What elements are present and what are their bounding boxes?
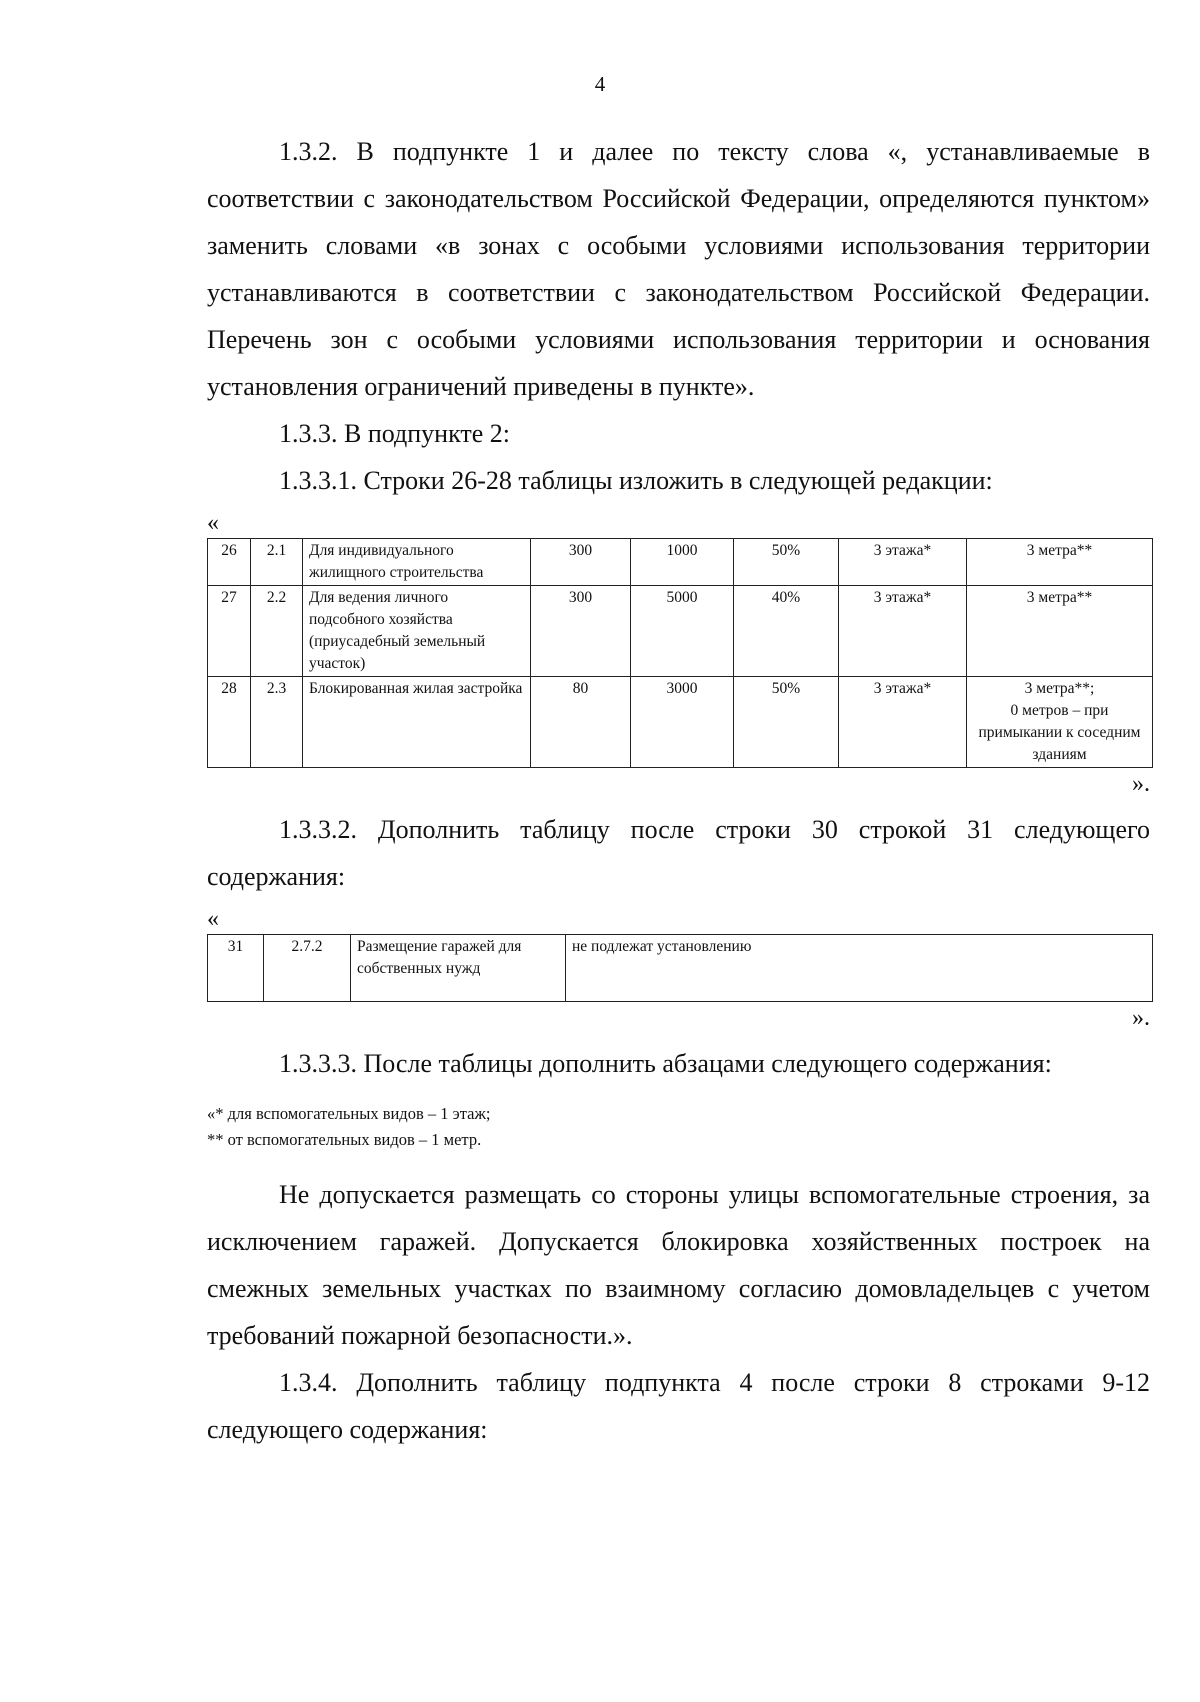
row-value: не подлежат установлению — [566, 935, 1153, 1002]
row-setback — [967, 586, 1153, 677]
table-row — [208, 677, 1153, 768]
row-number: 28 — [208, 677, 251, 768]
row-code: 2.7.2 — [264, 935, 351, 1002]
row-max-area: 3000 — [631, 677, 734, 768]
row-code: 2.1 — [251, 539, 303, 586]
setback-value: 3 метра**; — [1024, 680, 1095, 697]
row-code: 2.3 — [251, 677, 303, 768]
paragraph-body: Не допускается размещать со стороны улицы вспомогательные строения, за исключением гаражей. Допускается блокировка хозяйственных построек на смежных земельных участках по взаимному согласию домовладельцев с учетом требований пожарной безопасности.». — [207, 1180, 1150, 1350]
row-min-area: 300 — [531, 586, 631, 677]
quote-close-mark: ». — [1132, 1005, 1150, 1031]
row-name: Для ведения личного подсобного хозяйства (приусадебный земельный участок) — [303, 586, 531, 677]
table-rows-26-28 — [207, 538, 1153, 768]
row-percent: 50% — [734, 539, 839, 586]
row-name: Для индивидуального жилищного строительства — [303, 539, 531, 586]
quote-open-mark: « — [207, 906, 219, 932]
footnote-setback: ** от вспомогательных видов – 1 метр. — [207, 1130, 482, 1149]
row-min-area: 80 — [531, 677, 631, 768]
row-percent: 50% — [734, 677, 839, 768]
setback-value: 3 метра** — [1026, 542, 1093, 559]
setback-value: 3 метра** — [1026, 589, 1093, 606]
paragraph-1-3-3-2: 1.3.3.2. Дополнить таблицу после строки 30 строкой 31 следующего содержания: — [207, 815, 1150, 891]
row-percent: 40% — [734, 586, 839, 677]
paragraph-1-3-4: 1.3.4. Дополнить таблицу подпункта 4 после строки 8 строками 9-12 следующего содержания: — [207, 1368, 1150, 1444]
page-number: 4 — [594, 72, 606, 96]
paragraph-1-3-3: 1.3.3. В подпункте 2: — [279, 419, 510, 448]
row-floors: 3 этажа* — [839, 677, 967, 768]
footnotes — [207, 1101, 1150, 1153]
paragraph-1-3-3-3: 1.3.3.3. После таблицы дополнить абзацами следующего содержания: — [279, 1049, 1052, 1078]
row-max-area: 1000 — [631, 539, 734, 586]
row-setback — [967, 539, 1153, 586]
table-row — [208, 539, 1153, 586]
row-floors: 3 этажа* — [839, 539, 967, 586]
quote-close-mark: ». — [1132, 771, 1150, 797]
row-max-area: 5000 — [631, 586, 734, 677]
row-name: Размещение гаражей для собственных нужд — [351, 935, 566, 1002]
paragraph-1-3-2: 1.3.2. В подпункте 1 и далее по тексту слова «, устанавливаемые в соответствии с законодательством Российской Федерации, определяются пунктом» заменить словами «в зонах с особыми условиями использования территории устанавливаются в соответствии с законодательством Российской Федерации. Перечень зон с особыми условиями использования территории и основания установления ограничений приведены в пункте». — [207, 137, 1150, 401]
table-row — [208, 586, 1153, 677]
row-name: Блокированная жилая застройка — [303, 677, 531, 768]
footnote-floors: «* для вспомогательных видов – 1 этаж; — [207, 1104, 491, 1123]
row-min-area: 300 — [531, 539, 631, 586]
row-code: 2.2 — [251, 586, 303, 677]
document-body — [207, 128, 1150, 1453]
table-row-31 — [207, 934, 1153, 1002]
row-number: 31 — [208, 935, 264, 1002]
quote-open-mark: « — [207, 510, 219, 536]
row-number: 27 — [208, 586, 251, 677]
table-row — [208, 935, 1153, 1002]
row-setback — [967, 677, 1153, 768]
paragraph-1-3-3-1: 1.3.3.1. Строки 26-28 таблицы изложить в следующей редакции: — [279, 466, 993, 495]
setback-exception: 0 метров – при примыкании к соседним зданиям — [978, 702, 1141, 763]
row-floors: 3 этажа* — [839, 586, 967, 677]
row-number: 26 — [208, 539, 251, 586]
